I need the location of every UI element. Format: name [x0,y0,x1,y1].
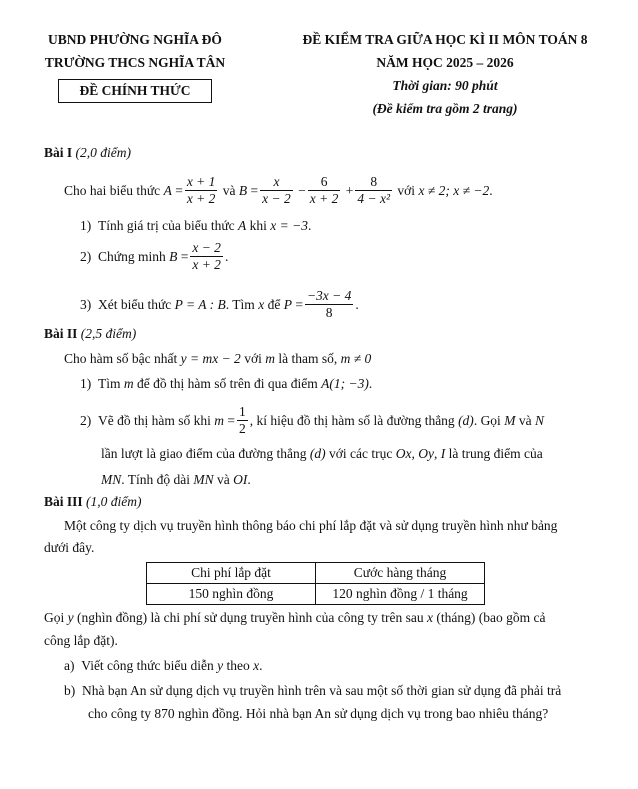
B-fraction-3: $\frac{8}{\text{4 − x²}}$ [357,174,391,206]
bai2-q1: 1) Tìm m để đồ thị hàm số trên đi qua điểm A(1; −3). [80,376,373,391]
bai3-def-line1: Gọi y (nghìn đồng) là chi phí sử dụng truyền hình của công ty trên sau x (tháng) (bao gồm cả [44,610,546,625]
bai3-qa: a) Viết công thức biểu diễn y theo x. [64,658,263,673]
table-row [147,584,485,605]
bai3-heading: Bài III (1,0 điểm) [44,494,142,509]
table-header-cell: Chi phí lắp đặt [147,563,316,584]
m-fraction: $\frac{1}{2}$ [239,404,246,436]
q3-fraction: $\frac{-3x - 4}{8}$ [306,288,352,320]
A-fraction: $\frac{x + 1}{x + 2}$ [186,174,216,206]
school-year: NĂM HỌC 2025 – 2026 [376,55,514,70]
pages-note: (Đề kiểm tra gồm 2 trang) [372,101,518,116]
bai3-intro-line1: Một công ty dịch vụ truyền hình thông báo chi phí lắp đặt và sử dụng truyền hình như bảng [64,518,558,533]
B-fraction-2: $\frac{6}{x + 2}$ [309,174,339,206]
bai2-q2-line2: lần lượt là giao điểm của đường thẳng (d) với các trục Ox, Oy, I là trung điểm của [101,446,543,461]
bai2-q2-line3: MN. Tính độ dài MN và OI. [101,472,251,487]
table-cell: 120 nghìn đồng / 1 tháng [316,584,485,605]
fee-table [146,562,485,605]
bai1-q2: 2) Chứng minh B = $\frac{x - 2}{x + 2}$ . [80,240,229,272]
bai3-def-line2: công lắp đặt). [44,633,118,648]
exam-title: ĐỀ KIỂM TRA GIỮA HỌC KÌ II MÔN TOÁN 8 [302,32,588,47]
header-authority: UBND PHƯỜNG NGHĨA ĐÔ [48,32,222,47]
bai1-q1: 1) Tính giá trị của biểu thức A khi x = −3. [80,218,312,233]
table-row [147,563,485,584]
table-cell: 150 nghìn đồng [147,584,316,605]
table-header-cell: Cước hàng tháng [316,563,485,584]
q2-fraction: $\frac{x - 2}{x + 2}$ [192,240,221,272]
B-fraction-1: $\frac{x}{x - 2}$ [262,174,291,206]
bai2-heading: Bài II (2,5 điểm) [44,326,137,341]
official-stamp: ĐỀ CHÍNH THỨC [58,79,212,103]
bai3-intro-line2: dưới đây. [44,540,95,555]
bai3-qb-line1: b) Nhà bạn An sử dụng dịch vụ truyền hình trên và sau một số thời gian sử dụng đã phải trả [64,683,562,698]
header-school: TRƯỜNG THCS NGHĨA TÂN [44,55,226,70]
bai3-qb-line2: cho công ty 870 nghìn đồng. Hỏi nhà bạn An sử dụng dịch vụ trong bao nhiêu tháng? [88,706,549,721]
bai2-q2: 2) Vẽ đồ thị hàm số khi m = $\frac{1}{2}$ , kí hiệu đồ thị hàm số là đường thẳng (d) . Gọi M và N [80,404,544,436]
bai1-q3: 3) Xét biểu thức P = A : B . Tìm x để P = $\frac{-3x - 4}{8}$ . [80,288,359,320]
bai1-heading: Bài I (2,0 điểm) [44,145,131,160]
bai1-intro: Cho hai biểu thức A = $\frac{x + 1}{x + 2}$ và B = $\frac{x}{x - 2}$ − $\frac{6}{x + 2}$ + $\frac{8}{\text{4 − x²}}$ với x ≠ 2; x ≠ −2 . [64,174,493,206]
exam-time: Thời gian: 90 phút [392,78,498,93]
bai2-intro: Cho hàm số bậc nhất y = mx − 2 với m là tham số, m ≠ 0 [64,351,372,366]
